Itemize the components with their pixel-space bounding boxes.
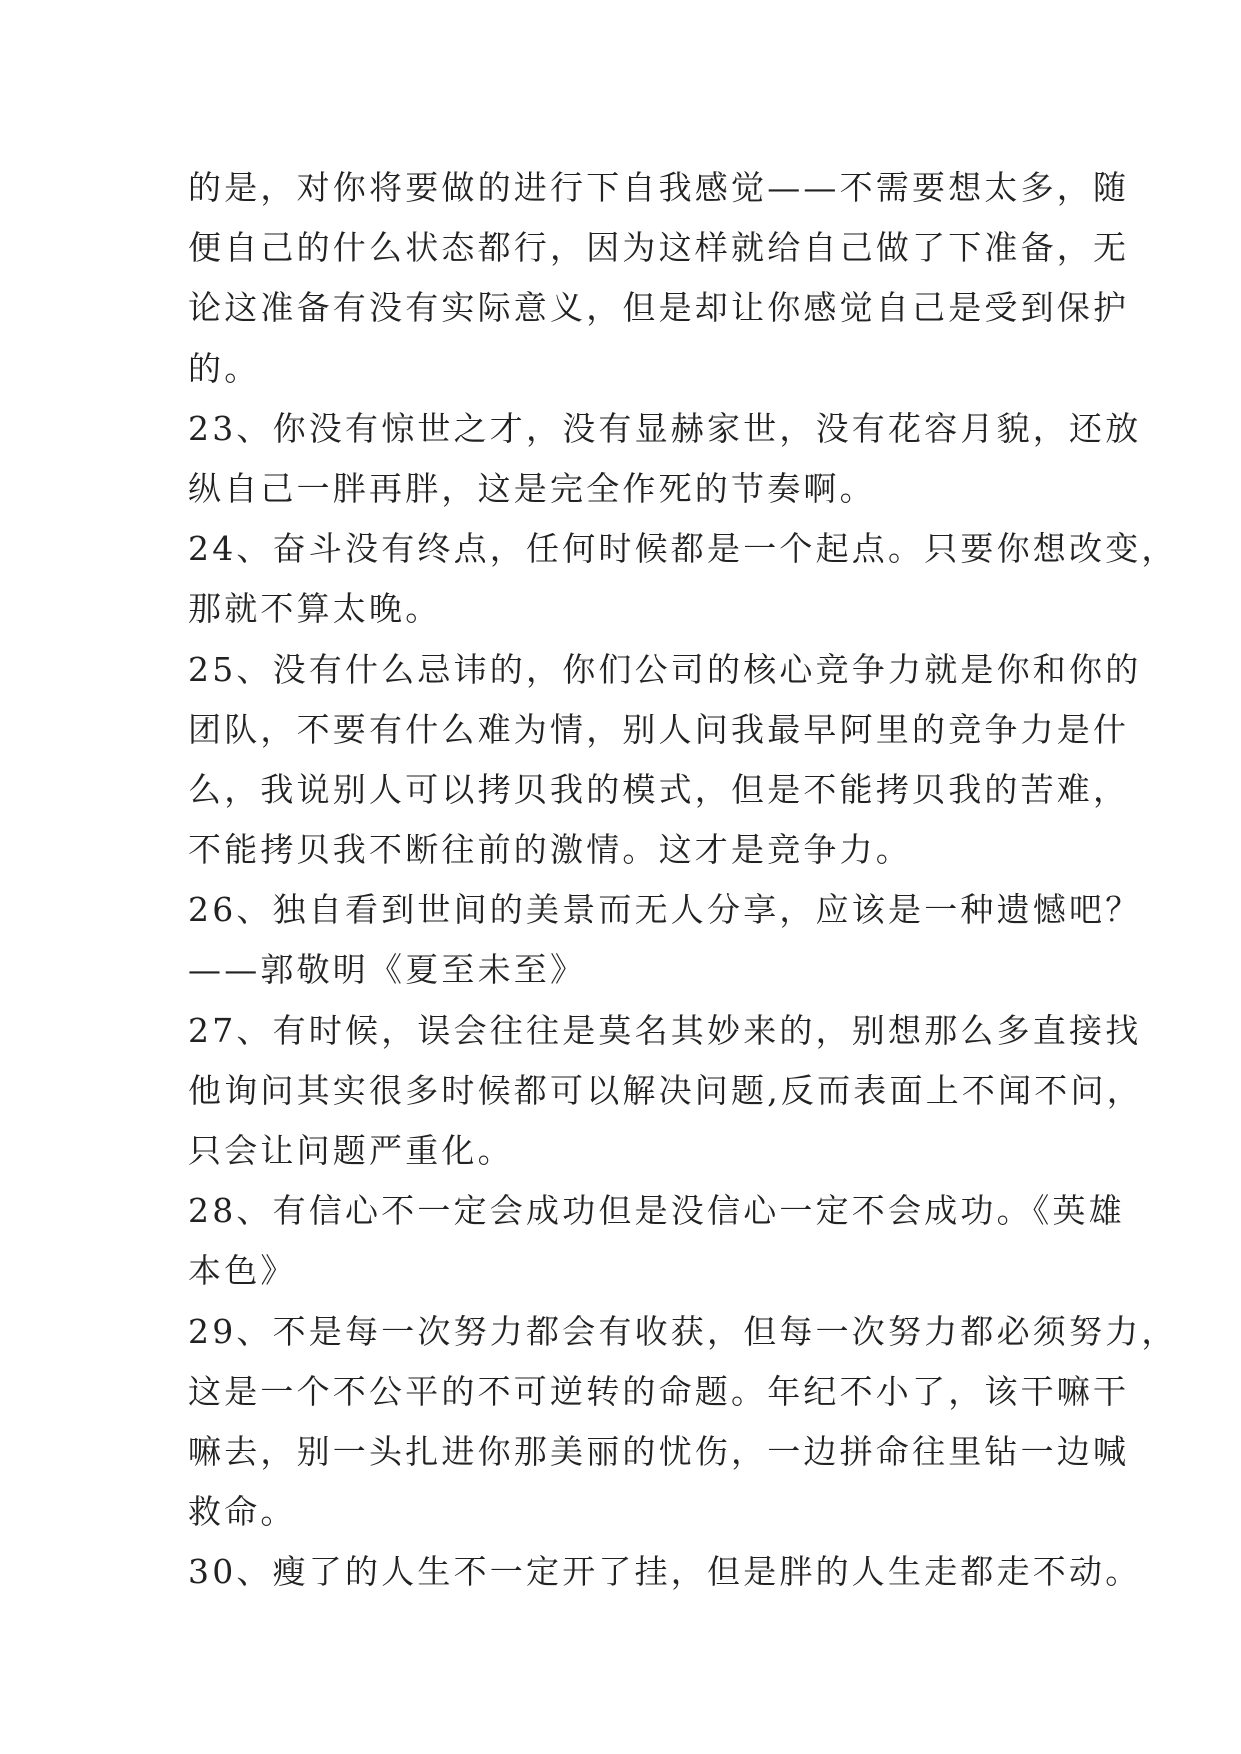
text-line: 本色》 — [188, 1251, 297, 1291]
text-line: 团队，不要有什么难为情，别人问我最早阿里的竞争力是什 — [188, 709, 1130, 749]
text-line: 只会让问题严重化。 — [188, 1131, 514, 1170]
text-line: 么，我说别人可以拷贝我的模式，但是不能拷贝我的苦难， — [188, 769, 1130, 809]
text-line: 不能拷贝我不断往前的激情。这才是竞争力。 — [188, 830, 912, 870]
text-line: 的。 — [188, 348, 261, 388]
text-line: 那就不算太晚。 — [188, 589, 442, 629]
text-line: 29、不是每一次努力都会有收获，但每一次努力都必须努力， — [188, 1311, 1178, 1351]
document-body — [188, 158, 1178, 1603]
text-line: ——郭敬明《夏至未至》 — [188, 950, 587, 990]
text-line: 这是一个不公平的不可逆转的命题。年纪不小了，该干嘛干 — [188, 1371, 1130, 1411]
text-line: 他询问其实很多时候都可以解决问题,反而表面上不闻不问， — [188, 1070, 1143, 1110]
text-line: 便自己的什么状态都行，因为这样就给自己做了下准备，无 — [188, 228, 1130, 268]
text-line: 26、独自看到世间的美景而无人分享，应该是一种遗憾吧？ — [188, 890, 1142, 930]
text-line: 的是，对你将要做的进行下自我感觉——不需要想太多，随 — [188, 168, 1130, 207]
text-line: 25、没有什么忌讳的，你们公司的核心竞争力就是你和你的 — [188, 649, 1142, 689]
text-line: 论这准备有没有实际意义，但是却让你感觉自己是受到保护 — [188, 288, 1130, 328]
text-line: 救命。 — [188, 1492, 297, 1532]
text-line: 24、奋斗没有终点，任何时候都是一个起点。只要你想改变， — [188, 529, 1178, 569]
text-line: 28、有信心不一定会成功但是没信心一定不会成功。《英雄 — [188, 1191, 1125, 1231]
text-line: 23、你没有惊世之才，没有显赫家世，没有花容月貌，还放 — [188, 408, 1142, 448]
text-line: 27、有时候，误会往往是莫名其妙来的，别想那么多直接找 — [188, 1010, 1142, 1050]
text-line: 纵自己一胖再胖，这是完全作死的节奏啊。 — [188, 468, 876, 508]
text-line: 嘛去，别一头扎进你那美丽的忧伤，一边拼命往里钻一边喊 — [188, 1431, 1130, 1471]
text-line: 30、瘦了的人生不一定开了挂，但是胖的人生走都走不动。 — [188, 1552, 1142, 1592]
